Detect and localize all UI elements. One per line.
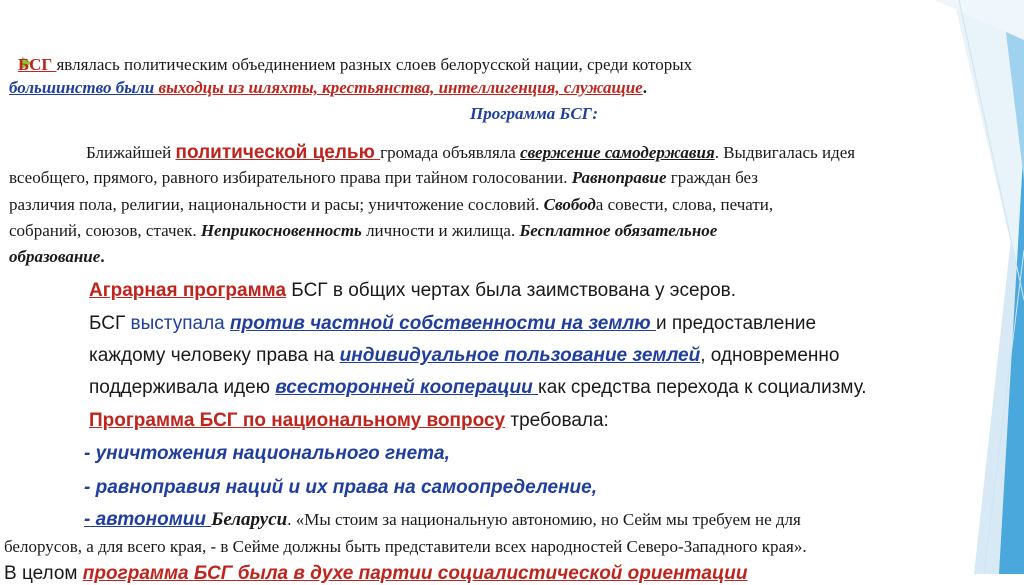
- suffrage-text: всеобщего, прямого, равного избирательного права при тайном голосовании.: [9, 168, 572, 187]
- cooperation-suffix: как средства перехода к социализму.: [538, 377, 867, 398]
- opposed-suffix: и предоставление: [655, 313, 817, 334]
- program-line-5: [9, 247, 105, 267]
- overthrow-term: свержение самодержавия: [520, 143, 715, 162]
- political-goal-term: политической целью: [175, 142, 381, 163]
- autonomy-term: - автономии: [84, 509, 212, 530]
- opposed-verb: выступала: [125, 313, 230, 334]
- decorative-side-panel: [914, 0, 1024, 574]
- equality-suffix: граждан без: [666, 168, 758, 187]
- agrarian-text: БСГ в общих чертах была заимствована у эсеров.: [286, 280, 737, 301]
- program-heading: Программа БСГ:: [470, 104, 599, 123]
- national-line: [89, 410, 609, 432]
- intro-line-2: [9, 78, 647, 98]
- cooperation-term: всесторонней кооперации: [275, 377, 539, 398]
- origins-text: выходцы из шляхты, крестьянства, интеллигенция, служащие: [154, 78, 643, 97]
- individual-land-use-term: индивидуальное пользование землей: [339, 345, 701, 366]
- bsg-term: БСГ: [18, 55, 57, 74]
- education-dot: .: [100, 247, 105, 266]
- conclusion-cut-line: [4, 563, 748, 585]
- land-rights-suffix: , одновременно: [700, 345, 840, 366]
- belarus-word: Беларуси: [211, 509, 288, 530]
- program-line-2: [9, 168, 758, 188]
- goal-suffix: . Выдвигалась идея: [714, 143, 856, 162]
- goal-mid: громада объявляла: [380, 143, 521, 162]
- against-private-property-term: против частной собственности на землю: [230, 313, 656, 334]
- opposed-line-1: [89, 313, 816, 335]
- freedom-suffix: а совести, слова, печати,: [595, 195, 774, 214]
- intro-dot: .: [642, 78, 647, 97]
- demand-item-1: - уничтожения национального гнета,: [84, 443, 450, 464]
- agrarian-program-term: Аграрная программа: [89, 280, 287, 301]
- agrarian-line: [89, 280, 736, 302]
- national-text: требовала:: [505, 410, 609, 431]
- education-word: образование: [9, 247, 101, 266]
- intro-line-1: [18, 55, 692, 75]
- intro-text: являлась политическим объединением разных слоев белорусской нации, среди которых: [56, 55, 693, 74]
- demand-item-3: [84, 509, 801, 531]
- estates-text: различия пола, религии, национальности и расы; уничтожение сословий.: [9, 195, 544, 214]
- program-line-1: [86, 142, 855, 164]
- cooperation-prefix: поддерживала идею: [89, 377, 276, 398]
- quote-line-2: белорусов, а для всего края, - в Сейме должны быть представители всех народностей Северо-Западного края».: [4, 537, 807, 556]
- free-education-term: Бесплатное обязательное: [519, 221, 718, 240]
- opposed-line-3: [89, 377, 867, 399]
- autonomy-quote: . «Мы стоим за национальную автономию, но Сейм мы требуем не для: [287, 510, 801, 529]
- goal-prefix: Ближайшей: [86, 143, 176, 162]
- freedom-term: Свобод: [543, 195, 596, 214]
- equality-term: Равноправие: [571, 168, 667, 187]
- national-program-term: Программа БСГ по национальному вопросу: [89, 410, 506, 431]
- demand-item-2: - равноправия наций и их права на самоопределение,: [84, 477, 597, 498]
- program-line-3: [9, 195, 773, 215]
- inviolability-term: Неприкосновенность: [200, 221, 362, 240]
- majority-text: большинство были: [9, 78, 155, 97]
- conclusion-prefix: В целом: [4, 563, 83, 584]
- conclusion-term: программа БСГ была в духе партии социалистической ориентации: [82, 563, 748, 584]
- program-line-4: [9, 221, 717, 241]
- bsg-word: БСГ: [89, 313, 126, 334]
- inviolability-suffix: личности и жилища.: [361, 221, 520, 240]
- land-rights-text: каждому человеку права на: [89, 345, 340, 366]
- opposed-line-2: [89, 345, 839, 367]
- assembly-text: собраний, союзов, стачек.: [9, 221, 201, 240]
